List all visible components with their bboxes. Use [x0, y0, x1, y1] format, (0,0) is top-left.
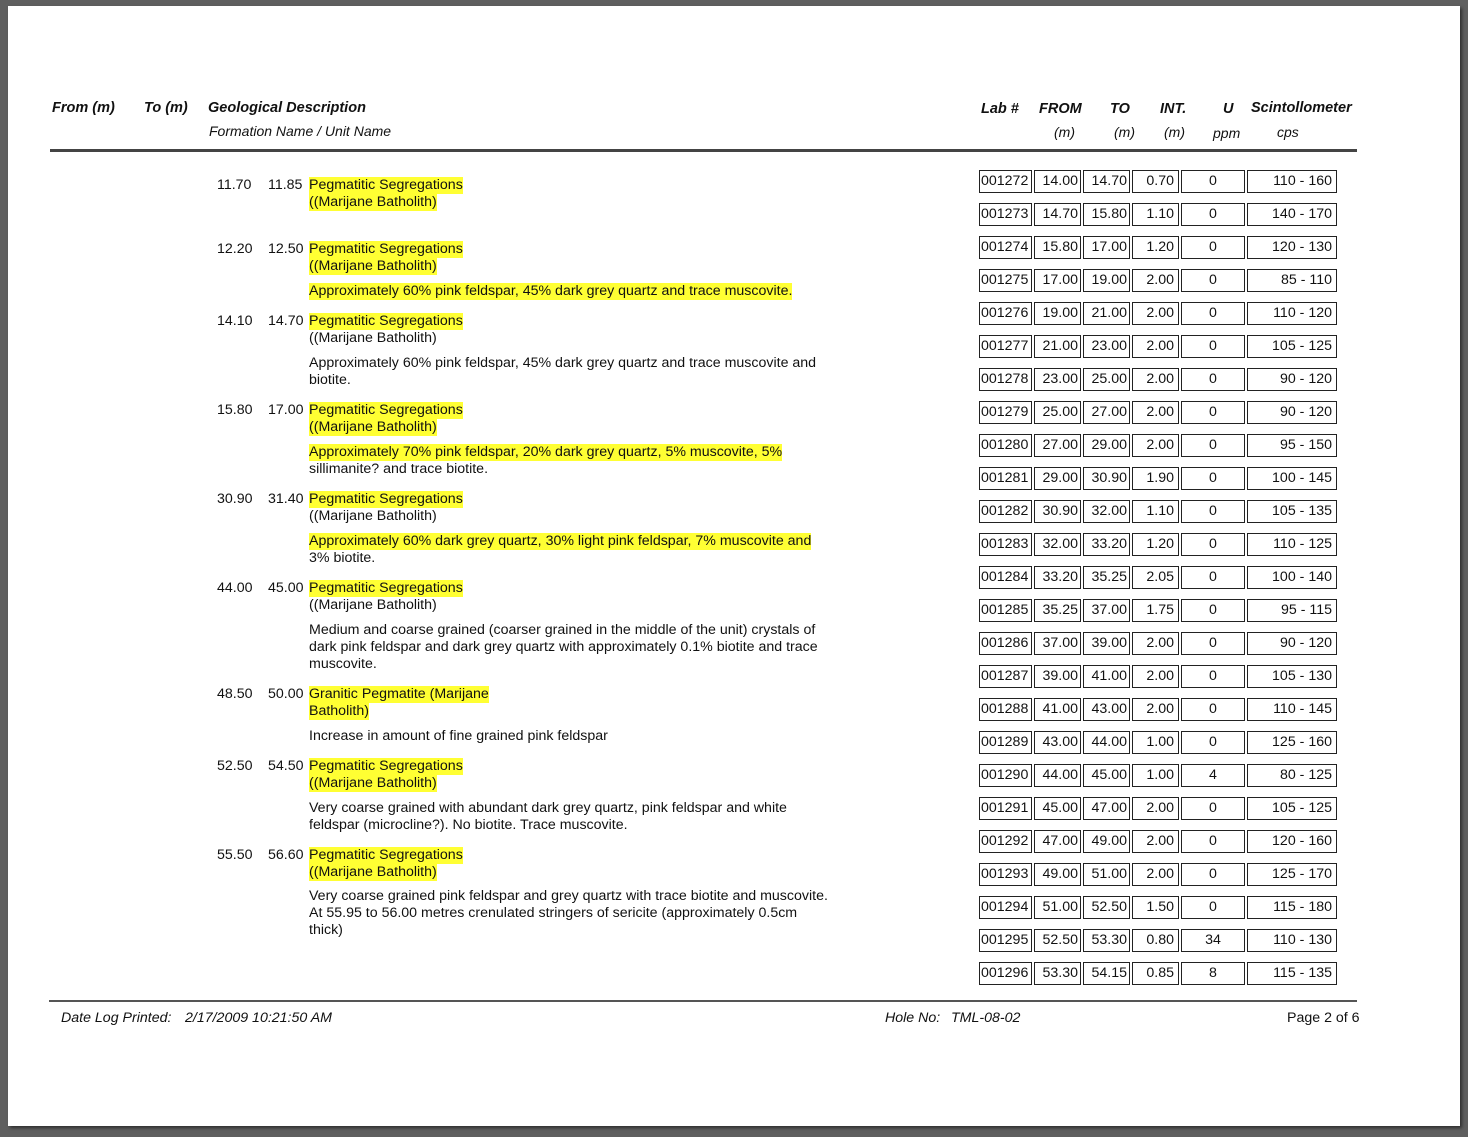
interval-to: 11.85 [268, 177, 303, 193]
sample-from: 45.00 [1034, 797, 1081, 820]
sample-row [979, 434, 1339, 457]
header-scintollometer: Scintollometer [1251, 100, 1352, 116]
sample-interval: 2.00 [1132, 632, 1179, 655]
sample-to: 43.00 [1083, 698, 1130, 721]
sample-from: 41.00 [1034, 698, 1081, 721]
lab-number: 001277 [979, 335, 1032, 358]
uranium-ppm: 0 [1181, 335, 1245, 358]
date-printed-label: Date Log Printed: [61, 1010, 172, 1026]
sample-from: 44.00 [1034, 764, 1081, 787]
interval-from: 11.70 [217, 177, 252, 193]
interval-to: 14.70 [268, 313, 304, 329]
sample-from: 49.00 [1034, 863, 1081, 886]
unit-name: ((Marijane Batholith) [309, 508, 437, 524]
sample-row [979, 863, 1339, 886]
uranium-ppm: 0 [1181, 863, 1245, 886]
lab-number: 001283 [979, 533, 1032, 556]
scintillometer-cps: 85 - 110 [1247, 269, 1337, 292]
sample-interval: 0.80 [1132, 929, 1179, 952]
sample-to: 37.00 [1083, 599, 1130, 622]
lab-number: 001280 [979, 434, 1032, 457]
lab-number: 001287 [979, 665, 1032, 688]
sample-interval: 2.00 [1132, 830, 1179, 853]
sample-interval: 1.00 [1132, 764, 1179, 787]
sample-interval: 1.10 [1132, 203, 1179, 226]
footer-rule [49, 1000, 1357, 1002]
sample-to: 35.25 [1083, 566, 1130, 589]
description-line: Approximately 60% dark grey quartz, 30% light pink feldspar, 7% muscovite and [309, 533, 812, 549]
unit-name: ((Marijane Batholith) [309, 775, 437, 791]
sample-from: 19.00 [1034, 302, 1081, 325]
uranium-ppm: 0 [1181, 731, 1245, 754]
sample-interval: 1.20 [1132, 236, 1179, 259]
lab-number: 001291 [979, 797, 1032, 820]
uranium-ppm: 8 [1181, 962, 1245, 985]
sample-from: 25.00 [1034, 401, 1081, 424]
sample-row [979, 830, 1339, 853]
sample-row [979, 764, 1339, 787]
log-page [8, 6, 1460, 1126]
interval-from: 30.90 [217, 491, 253, 507]
scintillometer-cps: 110 - 145 [1247, 698, 1337, 721]
formation-name: Pegmatitic Segregations [309, 177, 463, 193]
lab-number: 001292 [979, 830, 1032, 853]
formation-name: Granitic Pegmatite (Marijane [309, 686, 489, 702]
lab-number: 001276 [979, 302, 1032, 325]
page-number: Page 2 of 6 [1287, 1010, 1360, 1026]
uranium-ppm: 0 [1181, 533, 1245, 556]
sample-row [979, 500, 1339, 523]
header-to: To (m) [144, 100, 188, 116]
unit-name: ((Marijane Batholith) [309, 597, 437, 613]
sample-to: 32.00 [1083, 500, 1130, 523]
scintillometer-cps: 90 - 120 [1247, 401, 1337, 424]
sample-interval: 2.00 [1132, 434, 1179, 457]
sample-row [979, 467, 1339, 490]
uranium-ppm: 0 [1181, 368, 1245, 391]
formation-name: Pegmatitic Segregations [309, 847, 463, 863]
lab-number: 001282 [979, 500, 1032, 523]
lab-number: 001294 [979, 896, 1032, 919]
unit-name: ((Marijane Batholith) [309, 864, 437, 880]
scintillometer-cps: 105 - 130 [1247, 665, 1337, 688]
sample-from: 33.20 [1034, 566, 1081, 589]
lab-number: 001296 [979, 962, 1032, 985]
uranium-ppm: 0 [1181, 665, 1245, 688]
header-to-m: TO [1110, 101, 1130, 117]
unit-name: ((Marijane Batholith) [309, 330, 437, 346]
sample-to: 27.00 [1083, 401, 1130, 424]
scintillometer-cps: 80 - 125 [1247, 764, 1337, 787]
uranium-ppm: 0 [1181, 632, 1245, 655]
sample-row [979, 170, 1339, 193]
lab-number: 001288 [979, 698, 1032, 721]
hole-no-label: Hole No: [885, 1010, 941, 1026]
sample-row [979, 566, 1339, 589]
lab-number: 001275 [979, 269, 1032, 292]
sample-to: 21.00 [1083, 302, 1130, 325]
interval-from: 44.00 [217, 580, 253, 596]
sample-row [979, 302, 1339, 325]
sample-interval: 2.00 [1132, 269, 1179, 292]
sample-row [979, 731, 1339, 754]
sample-from: 14.00 [1034, 170, 1081, 193]
scintillometer-cps: 110 - 130 [1247, 929, 1337, 952]
date-printed-value: 2/17/2009 10:21:50 AM [185, 1010, 332, 1026]
lab-number: 001293 [979, 863, 1032, 886]
description-line: feldspar (microcline?). No biotite. Trace muscovite. [309, 817, 628, 833]
sample-to: 41.00 [1083, 665, 1130, 688]
sample-interval: 1.10 [1132, 500, 1179, 523]
unit-name: ((Marijane Batholith) [309, 419, 437, 435]
uranium-ppm: 0 [1181, 269, 1245, 292]
lab-number: 001285 [979, 599, 1032, 622]
header-geological-description: Geological Description [208, 100, 366, 116]
uranium-ppm: 0 [1181, 830, 1245, 853]
scintillometer-cps: 105 - 125 [1247, 335, 1337, 358]
interval-to: 54.50 [268, 758, 304, 774]
lab-number: 001281 [979, 467, 1032, 490]
lab-number: 001284 [979, 566, 1032, 589]
sample-to: 51.00 [1083, 863, 1130, 886]
uranium-ppm: 0 [1181, 500, 1245, 523]
sample-row [979, 401, 1339, 424]
description-line: Approximately 60% pink feldspar, 45% dark grey quartz and trace muscovite. [309, 283, 793, 299]
sample-from: 30.90 [1034, 500, 1081, 523]
description-line: Increase in amount of fine grained pink feldspar [309, 728, 608, 744]
sample-from: 17.00 [1034, 269, 1081, 292]
uranium-ppm: 4 [1181, 764, 1245, 787]
header-scint-unit: cps [1277, 124, 1299, 140]
sample-from: 51.00 [1034, 896, 1081, 919]
sample-interval: 2.00 [1132, 401, 1179, 424]
sample-row [979, 533, 1339, 556]
sample-interval: 2.00 [1132, 698, 1179, 721]
interval-from: 55.50 [217, 847, 253, 863]
sample-row [979, 896, 1339, 919]
sample-from: 29.00 [1034, 467, 1081, 490]
sample-to: 30.90 [1083, 467, 1130, 490]
uranium-ppm: 0 [1181, 599, 1245, 622]
interval-from: 52.50 [217, 758, 253, 774]
lab-number: 001273 [979, 203, 1032, 226]
sample-interval: 2.00 [1132, 863, 1179, 886]
sample-to: 33.20 [1083, 533, 1130, 556]
interval-to: 56.60 [268, 847, 304, 863]
sample-to: 15.80 [1083, 203, 1130, 226]
header-to-unit: (m) [1114, 124, 1135, 140]
sample-to: 25.00 [1083, 368, 1130, 391]
scintillometer-cps: 105 - 125 [1247, 797, 1337, 820]
scintillometer-cps: 120 - 130 [1247, 236, 1337, 259]
scintillometer-cps: 110 - 125 [1247, 533, 1337, 556]
formation-name: Pegmatitic Segregations [309, 758, 463, 774]
uranium-ppm: 0 [1181, 434, 1245, 457]
sample-interval: 1.00 [1132, 731, 1179, 754]
sample-from: 15.80 [1034, 236, 1081, 259]
uranium-ppm: 34 [1181, 929, 1245, 952]
sample-from: 43.00 [1034, 731, 1081, 754]
sample-to: 47.00 [1083, 797, 1130, 820]
scintillometer-cps: 105 - 135 [1247, 500, 1337, 523]
header-lab: Lab # [981, 101, 1019, 117]
unit-name: Batholith) [309, 703, 369, 719]
interval-to: 45.00 [268, 580, 304, 596]
formation-name: Pegmatitic Segregations [309, 313, 463, 329]
sample-interval: 0.85 [1132, 962, 1179, 985]
sample-to: 14.70 [1083, 170, 1130, 193]
scintillometer-cps: 100 - 140 [1247, 566, 1337, 589]
uranium-ppm: 0 [1181, 467, 1245, 490]
lab-number: 001278 [979, 368, 1032, 391]
interval-from: 12.20 [217, 241, 253, 257]
sample-from: 52.50 [1034, 929, 1081, 952]
lab-number: 001274 [979, 236, 1032, 259]
header-int-unit: (m) [1164, 124, 1185, 140]
sample-row [979, 632, 1339, 655]
sample-interval: 1.20 [1132, 533, 1179, 556]
description-line: Approximately 60% pink feldspar, 45% dark grey quartz and trace muscovite and [309, 355, 817, 371]
sample-row [979, 797, 1339, 820]
uranium-ppm: 0 [1181, 401, 1245, 424]
sample-to: 19.00 [1083, 269, 1130, 292]
interval-to: 50.00 [268, 686, 304, 702]
sample-row [979, 236, 1339, 259]
lab-number: 001279 [979, 401, 1032, 424]
sample-to: 17.00 [1083, 236, 1130, 259]
scintillometer-cps: 110 - 160 [1247, 170, 1337, 193]
scintillometer-cps: 100 - 145 [1247, 467, 1337, 490]
scintillometer-cps: 95 - 115 [1247, 599, 1337, 622]
unit-name: ((Marijane Batholith) [309, 258, 437, 274]
sample-to: 53.30 [1083, 929, 1130, 952]
interval-from: 48.50 [217, 686, 253, 702]
scintillometer-cps: 95 - 150 [1247, 434, 1337, 457]
description-line: 3% biotite. [309, 550, 376, 566]
sample-row [979, 698, 1339, 721]
sample-to: 45.00 [1083, 764, 1130, 787]
formation-name: Pegmatitic Segregations [309, 241, 463, 257]
scintillometer-cps: 90 - 120 [1247, 632, 1337, 655]
sample-from: 37.00 [1034, 632, 1081, 655]
sample-to: 52.50 [1083, 896, 1130, 919]
lab-number: 001289 [979, 731, 1032, 754]
lab-number: 001290 [979, 764, 1032, 787]
sample-interval: 1.90 [1132, 467, 1179, 490]
sample-from: 27.00 [1034, 434, 1081, 457]
sample-interval: 1.50 [1132, 896, 1179, 919]
interval-to: 31.40 [268, 491, 304, 507]
lab-number: 001295 [979, 929, 1032, 952]
sample-from: 21.00 [1034, 335, 1081, 358]
scintillometer-cps: 115 - 180 [1247, 896, 1337, 919]
interval-to: 12.50 [268, 241, 304, 257]
sample-to: 29.00 [1083, 434, 1130, 457]
uranium-ppm: 0 [1181, 797, 1245, 820]
unit-name: ((Marijane Batholith) [309, 194, 437, 210]
scintillometer-cps: 125 - 170 [1247, 863, 1337, 886]
uranium-ppm: 0 [1181, 203, 1245, 226]
description-line: Approximately 70% pink feldspar, 20% dark grey quartz, 5% muscovite, 5% [309, 444, 783, 460]
description-line: Very coarse grained with abundant dark grey quartz, pink feldspar and white [309, 800, 787, 816]
lab-number: 001286 [979, 632, 1032, 655]
description-line: At 55.95 to 56.00 metres crenulated stringers of sericite (approximately 0.5cm [309, 905, 798, 921]
formation-name: Pegmatitic Segregations [309, 491, 463, 507]
header-uranium: U [1223, 101, 1234, 117]
sample-row [979, 335, 1339, 358]
sample-row [979, 599, 1339, 622]
scintillometer-cps: 140 - 170 [1247, 203, 1337, 226]
sample-interval: 2.05 [1132, 566, 1179, 589]
uranium-ppm: 0 [1181, 170, 1245, 193]
header-formation-name: Formation Name / Unit Name [209, 123, 392, 139]
sample-row [979, 665, 1339, 688]
description-line: Medium and coarse grained (coarser grained in the middle of the unit) crystals of [309, 622, 816, 638]
uranium-ppm: 0 [1181, 302, 1245, 325]
uranium-ppm: 0 [1181, 698, 1245, 721]
scintillometer-cps: 115 - 135 [1247, 962, 1337, 985]
sample-from: 23.00 [1034, 368, 1081, 391]
interval-to: 17.00 [268, 402, 304, 418]
scintillometer-cps: 125 - 160 [1247, 731, 1337, 754]
scintillometer-cps: 110 - 120 [1247, 302, 1337, 325]
description-line: biotite. [309, 372, 351, 388]
header-from-unit: (m) [1054, 124, 1075, 140]
sample-row [979, 368, 1339, 391]
sample-to: 49.00 [1083, 830, 1130, 853]
sample-interval: 2.00 [1132, 335, 1179, 358]
sample-interval: 2.00 [1132, 797, 1179, 820]
uranium-ppm: 0 [1181, 566, 1245, 589]
header-interval: INT. [1160, 101, 1187, 117]
formation-name: Pegmatitic Segregations [309, 402, 463, 418]
sample-interval: 2.00 [1132, 302, 1179, 325]
interval-from: 14.10 [217, 313, 253, 329]
sample-row [979, 962, 1339, 985]
lab-number: 001272 [979, 170, 1032, 193]
sample-row [979, 929, 1339, 952]
header-from-m: FROM [1039, 101, 1082, 117]
description-line: dark pink feldspar and dark grey quartz with approximately 0.1% biotite and trace [309, 639, 818, 655]
sample-from: 39.00 [1034, 665, 1081, 688]
sample-interval: 1.75 [1132, 599, 1179, 622]
header-from: From (m) [52, 100, 115, 116]
description-line: muscovite. [309, 656, 377, 672]
sample-from: 53.30 [1034, 962, 1081, 985]
description-line: thick) [309, 922, 343, 938]
header-rule [50, 149, 1357, 152]
scintillometer-cps: 90 - 120 [1247, 368, 1337, 391]
sample-to: 44.00 [1083, 731, 1130, 754]
uranium-ppm: 0 [1181, 896, 1245, 919]
sample-from: 47.00 [1034, 830, 1081, 853]
description-line: sillimanite? and trace biotite. [309, 461, 489, 477]
sample-row [979, 269, 1339, 292]
sample-from: 32.00 [1034, 533, 1081, 556]
sample-from: 35.25 [1034, 599, 1081, 622]
hole-no-value: TML-08-02 [951, 1010, 1021, 1026]
header-u-unit: ppm [1213, 125, 1241, 141]
sample-interval: 0.70 [1132, 170, 1179, 193]
sample-interval: 2.00 [1132, 368, 1179, 391]
sample-to: 23.00 [1083, 335, 1130, 358]
sample-from: 14.70 [1034, 203, 1081, 226]
scintillometer-cps: 120 - 160 [1247, 830, 1337, 853]
uranium-ppm: 0 [1181, 236, 1245, 259]
formation-name: Pegmatitic Segregations [309, 580, 463, 596]
description-line: Very coarse grained pink feldspar and grey quartz with trace biotite and muscovite. [309, 888, 828, 904]
sample-to: 39.00 [1083, 632, 1130, 655]
interval-from: 15.80 [217, 402, 253, 418]
sample-row [979, 203, 1339, 226]
sample-to: 54.15 [1083, 962, 1130, 985]
sample-interval: 2.00 [1132, 665, 1179, 688]
